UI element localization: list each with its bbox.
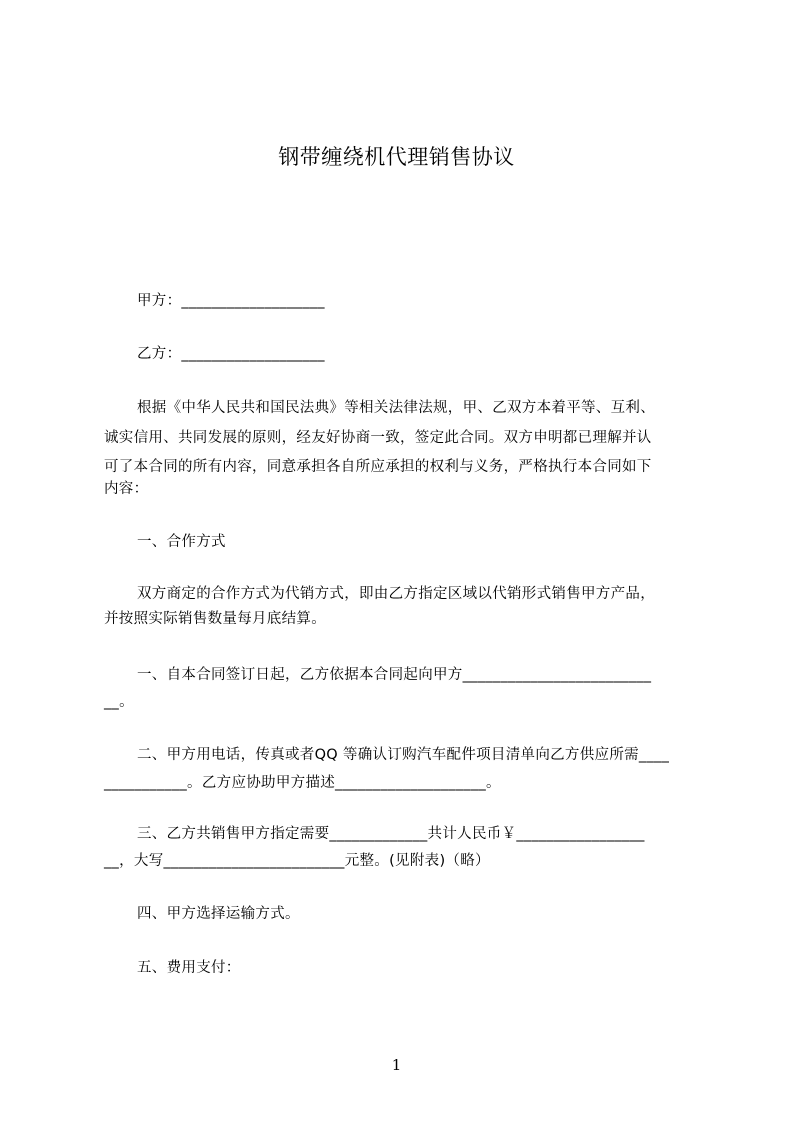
clause2-line-2: ___________。乙方应协助甲方描述____________________。 bbox=[104, 775, 501, 791]
clause2-line-1: 二、甲方用电话，传真或者QQ 等确认订购汽车配件项目清单向乙方供应所需____ bbox=[137, 747, 670, 763]
preamble-line-4: 内容： bbox=[104, 481, 149, 497]
clause1-line-1: 一、自本合同签订日起，乙方依据本合同起向甲方_________________________ bbox=[137, 667, 652, 683]
clause4-line: 四、甲方选择运输方式。 bbox=[137, 906, 300, 922]
preamble-line-1: 根据《中华人民共和国民法典》等相关法律法规，甲、乙双方本着平等、互利、 bbox=[137, 400, 655, 416]
party-a-line: 甲方：___________________ bbox=[137, 293, 325, 309]
section1-text-line-2: 并按照实际销售数量每月底结算。 bbox=[104, 611, 326, 627]
preamble-line-2: 诚实信用、共同发展的原则，经友好协商一致，签定此合同。双方申明都已理解并认 bbox=[104, 430, 652, 446]
section1-heading: 一、合作方式 bbox=[137, 534, 226, 550]
clause1-line-2: __。 bbox=[104, 694, 134, 710]
party-b-line: 乙方：___________________ bbox=[137, 346, 325, 362]
section1-text-line-1: 双方商定的合作方式为代销方式，即由乙方指定区域以代销形式销售甲方产品， bbox=[137, 586, 655, 602]
preamble-line-3: 可了本合同的所有内容，同意承担各自所应承担的权利与义务，严格执行本合同如下 bbox=[104, 459, 652, 475]
page-number: 1 bbox=[391, 1056, 402, 1074]
document-title: 钢带缠绕机代理销售协议 bbox=[278, 145, 515, 169]
clause5-line: 五、费用支付： bbox=[137, 960, 241, 976]
clause3-line-1: 三、乙方共销售甲方指定需要_____________共计人民币￥_________________ bbox=[137, 826, 645, 842]
clause3-line-2: __，大写________________________元整。(见附表)（略） bbox=[104, 853, 490, 869]
